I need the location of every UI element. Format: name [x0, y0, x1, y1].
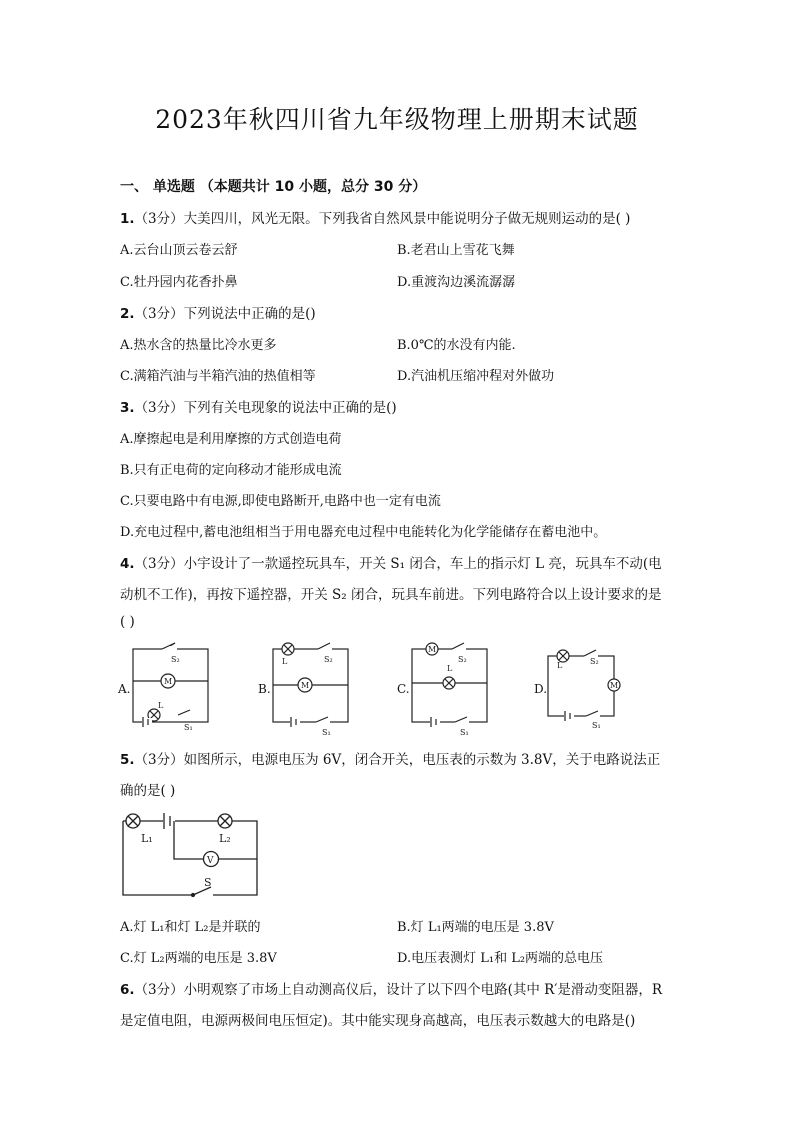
q2-option-a: A.热水含的热量比冷水更多: [120, 338, 277, 353]
svg-text:S₁: S₁: [322, 728, 331, 737]
question-4: 4.（3分）小宇设计了一款遥控玩具车，开关 S₁ 闭合，车上的指示灯 L 亮，玩具车不动(电: [120, 556, 662, 572]
svg-text:L₁: L₁: [141, 832, 153, 845]
svg-text:S₂: S₂: [171, 655, 180, 664]
svg-text:M: M: [164, 677, 173, 686]
svg-text:M: M: [610, 681, 619, 690]
q2-option-b: B.0℃的水没有内能.: [397, 338, 516, 353]
q1-option-c: C.牡丹园内花香扑鼻: [120, 275, 238, 290]
svg-text:L: L: [282, 657, 288, 666]
question-3: 3.（3分）下列有关电现象的说法中正确的是(): [120, 400, 397, 416]
question-2: 2.（3分）下列说法中正确的是(): [120, 306, 316, 322]
svg-text:S₁: S₁: [184, 723, 193, 732]
question-6: 6.（3分）小明观察了市场上自动测高仪后，设计了以下四个电路(其中 R′是滑动变阻器，R: [120, 982, 663, 998]
q4-circuit-diagrams: [110, 640, 630, 740]
svg-text:L: L: [447, 664, 453, 673]
q3-option-d: D.充电过程中,蓄电池组相当于用电器充电过程中电能转化为化学能储存在蓄电池中。: [120, 525, 607, 540]
q1-option-b: B.老君山上雪花飞舞: [397, 243, 515, 258]
q5-option-b: B.灯 L₁两端的电压是 3.8V: [397, 920, 554, 935]
svg-text:L: L: [557, 661, 563, 670]
circuit-c: [412, 643, 487, 727]
q3-option-b: B.只有正电荷的定向移动才能形成电流: [120, 463, 342, 478]
section-heading: 一、 单选题 （本题共计 10 小题，总分 30 分）: [120, 179, 427, 195]
question-1: 1.（3分）大美四川，风光无限。下列我省自然风景中能说明分子做无规则运动的是( ): [120, 211, 631, 227]
svg-text:M: M: [428, 645, 437, 654]
q3-option-c: C.只要电路中有电源,即使电路断开,电路中也一定有电流: [120, 494, 441, 509]
q5-option-a: A.灯 L₁和灯 L₂是并联的: [120, 920, 261, 935]
question-5-line2: 确的是( ): [120, 783, 176, 799]
svg-text:M: M: [301, 681, 310, 690]
svg-text:C.: C.: [397, 682, 410, 696]
q5-option-c: C.灯 L₂两端的电压是 3.8V: [120, 951, 277, 966]
svg-text:B.: B.: [258, 682, 271, 696]
svg-text:S₂: S₂: [324, 655, 333, 664]
circuit-b: [273, 643, 348, 727]
svg-text:L₂: L₂: [219, 832, 231, 845]
page-title: 2023年秋四川省九年级物理上册期末试题: [155, 105, 639, 134]
question-5: 5.（3分）如图所示，电源电压为 6V，闭合开关，电压表的示数为 3.8V，关于电路说法正: [120, 752, 661, 768]
q1-option-a: A.云台山顶云卷云舒: [120, 243, 238, 258]
svg-text:S: S: [204, 876, 212, 889]
q2-option-d: D.汽油机压缩冲程对外做功: [397, 369, 555, 384]
q2-option-c: C.满箱汽油与半箱汽油的热值相等: [120, 369, 316, 384]
svg-text:S₁: S₁: [592, 721, 601, 730]
q3-option-a: A.摩擦起电是利用摩擦的方式创造电荷: [120, 432, 342, 447]
svg-text:V: V: [207, 856, 214, 866]
svg-text:L: L: [158, 701, 164, 710]
q1-option-d: D.重渡沟边溪流潺潺: [397, 275, 516, 290]
svg-text:S₂: S₂: [590, 657, 599, 666]
q5-circuit-diagram: [115, 808, 270, 900]
svg-text:S₁: S₁: [460, 728, 469, 737]
question-6-line2: 是定值电阻，电源两极间电压恒定)。其中能实现身高越高，电压表示数越大的电路是(): [120, 1013, 636, 1029]
svg-text:A.: A.: [118, 682, 131, 696]
q5-option-d: D.电压表测灯 L₁和 L₂两端的总电压: [397, 951, 604, 966]
svg-text:D.: D.: [534, 682, 548, 696]
question-4-line2: 动机不工作)，再按下遥控器，开关 S₂ 闭合，玩具车前进。下列电路符合以上设计要求的是: [120, 587, 662, 603]
question-4-line3: ( ): [120, 614, 135, 630]
svg-text:S₂: S₂: [458, 655, 467, 664]
